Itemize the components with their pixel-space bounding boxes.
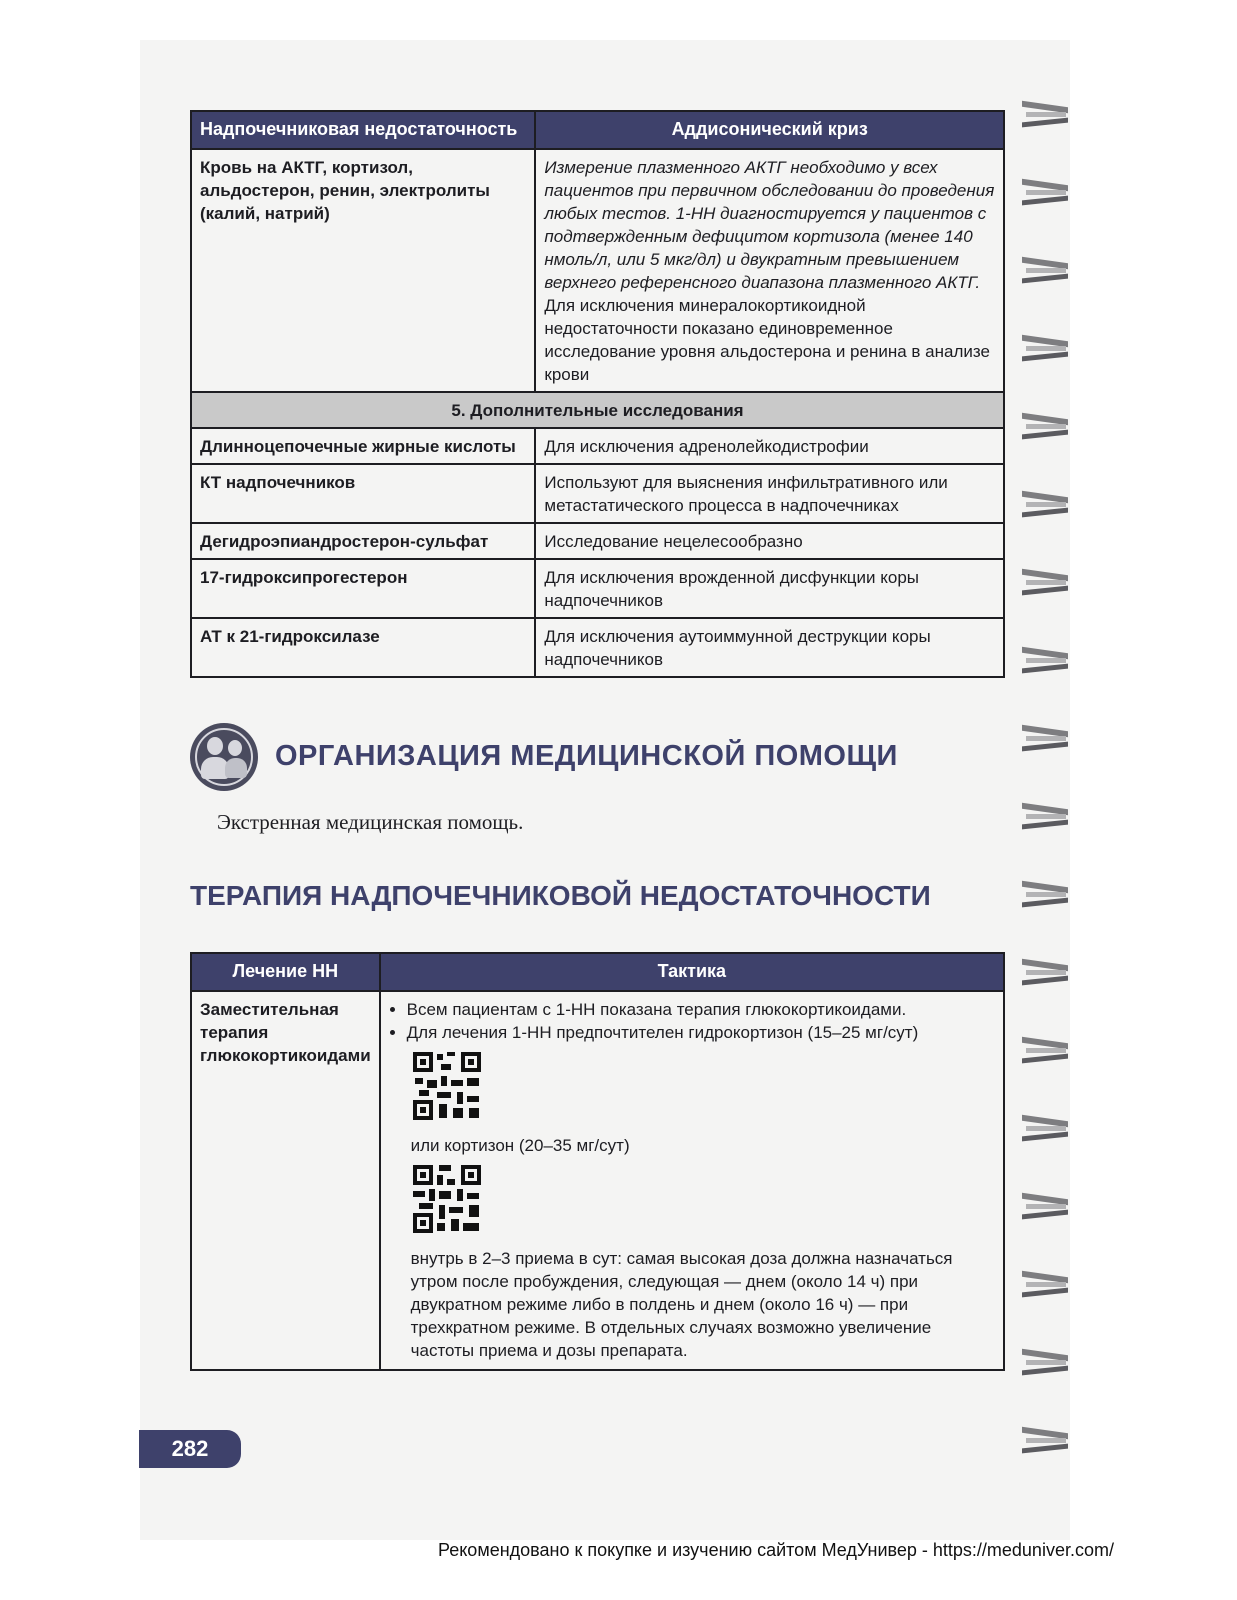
qr-code-icon[interactable] bbox=[411, 1050, 483, 1122]
org-section-title: ОРГАНИЗАЦИЯ МЕДИЦИНСКОЙ ПОМОЩИ bbox=[275, 740, 898, 772]
org-section-text: Экстренная медицинская помощь. bbox=[217, 810, 524, 834]
row-value: Для исключения аутоиммунной деструкции коры надпочечников bbox=[535, 618, 1004, 677]
qr-code-icon[interactable] bbox=[411, 1163, 483, 1235]
mineralocorticoid-text: Для исключения минералокортикоидной недостаточности показано единовременное исследование уровня альдостерона и ренина в анализе крови bbox=[544, 296, 990, 384]
table-row bbox=[191, 991, 1004, 1370]
bullet-list bbox=[389, 998, 995, 1044]
footer-recommendation[interactable]: Рекомендовано к покупке и изучению сайтом МедУнивер - https://meduniver.com/ bbox=[438, 1540, 1114, 1560]
table-row bbox=[191, 428, 1004, 464]
section-title: 5. Дополнительные исследования bbox=[191, 392, 1004, 428]
therapy-section-title: ТЕРАПИЯ НАДПОЧЕЧНИКОВОЙ НЕДОСТАТОЧНОСТИ bbox=[190, 880, 931, 911]
row-label: 17-гидроксипрогестерон bbox=[191, 559, 535, 618]
row-label: АТ к 21-гидроксилазе bbox=[191, 618, 535, 677]
row-label: Заместительная терапия глюкокортикоидами bbox=[191, 991, 380, 1370]
col-header-treatment: Лечение НН bbox=[191, 953, 380, 991]
row-value bbox=[380, 991, 1004, 1370]
list-item: • Для лечения 1-НН предпочтителен гидрокортизон (15–25 мг/сут) bbox=[407, 1021, 995, 1044]
section-row bbox=[191, 392, 1004, 428]
therapy-table bbox=[190, 952, 1005, 1371]
col-header-tactics: Тактика bbox=[380, 953, 1004, 991]
doctors-icon bbox=[190, 723, 258, 791]
row-label: Длинноцепочечные жирные кислоты bbox=[191, 428, 535, 464]
row-value: Используют для выяснения инфильтративного или метастатического процесса в надпочечниках bbox=[535, 464, 1004, 523]
table-row bbox=[191, 464, 1004, 523]
table-row bbox=[191, 149, 1004, 392]
list-item: • Всем пациентам с 1-НН показана терапия глюкокортикоидами. bbox=[407, 998, 995, 1021]
row-label: Кровь на АКТГ, кортизол, альдостерон, ренин, электролиты (калий, натрий) bbox=[191, 149, 535, 392]
col-header-addisonian-crisis: Аддисонический криз bbox=[535, 111, 1004, 149]
table-row bbox=[191, 559, 1004, 618]
row-value bbox=[535, 149, 1004, 392]
col-header-adrenal-insufficiency: Надпочечниковая недостаточность bbox=[191, 111, 535, 149]
table-row bbox=[191, 523, 1004, 559]
row-label: Дегидроэпиандростерон-сульфат bbox=[191, 523, 535, 559]
row-value: Для исключения врожденной дисфункции коры надпочечников bbox=[535, 559, 1004, 618]
acth-measurement-text: Измерение плазменного АКТГ необходимо у всех пациентов при первичном обследовании до проведения любых тестов. 1-НН диагностируется у пациентов с подтвержденным дефицитом кортизола (менее 140 нмоль/л, или 5 мкг/дл) и двукратным превышением верхнего референсного диапазона плазменного АКТГ. bbox=[544, 158, 995, 292]
dosing-text: внутрь в 2–3 приема в сут: самая высокая доза должна назначаться утром после пробуждения, следующая — днем (около 14 ч) при двукратном режиме либо в полдень и днем (около 16 ч) — при трехкратном режиме. В отдельных случаях возможно увеличение частоты приема и дозы препарата. bbox=[410, 1249, 953, 1360]
cortisone-text: или кортизон (20–35 мг/сут) bbox=[410, 1136, 630, 1155]
row-label: КТ надпочечников bbox=[191, 464, 535, 523]
row-value: Исследование нецелесообразно bbox=[535, 523, 1004, 559]
row-value: Для исключения адренолейкодистрофии bbox=[535, 428, 1004, 464]
table-row bbox=[191, 618, 1004, 677]
page-number: 282 bbox=[139, 1430, 241, 1468]
diagnostics-table bbox=[190, 110, 1005, 678]
